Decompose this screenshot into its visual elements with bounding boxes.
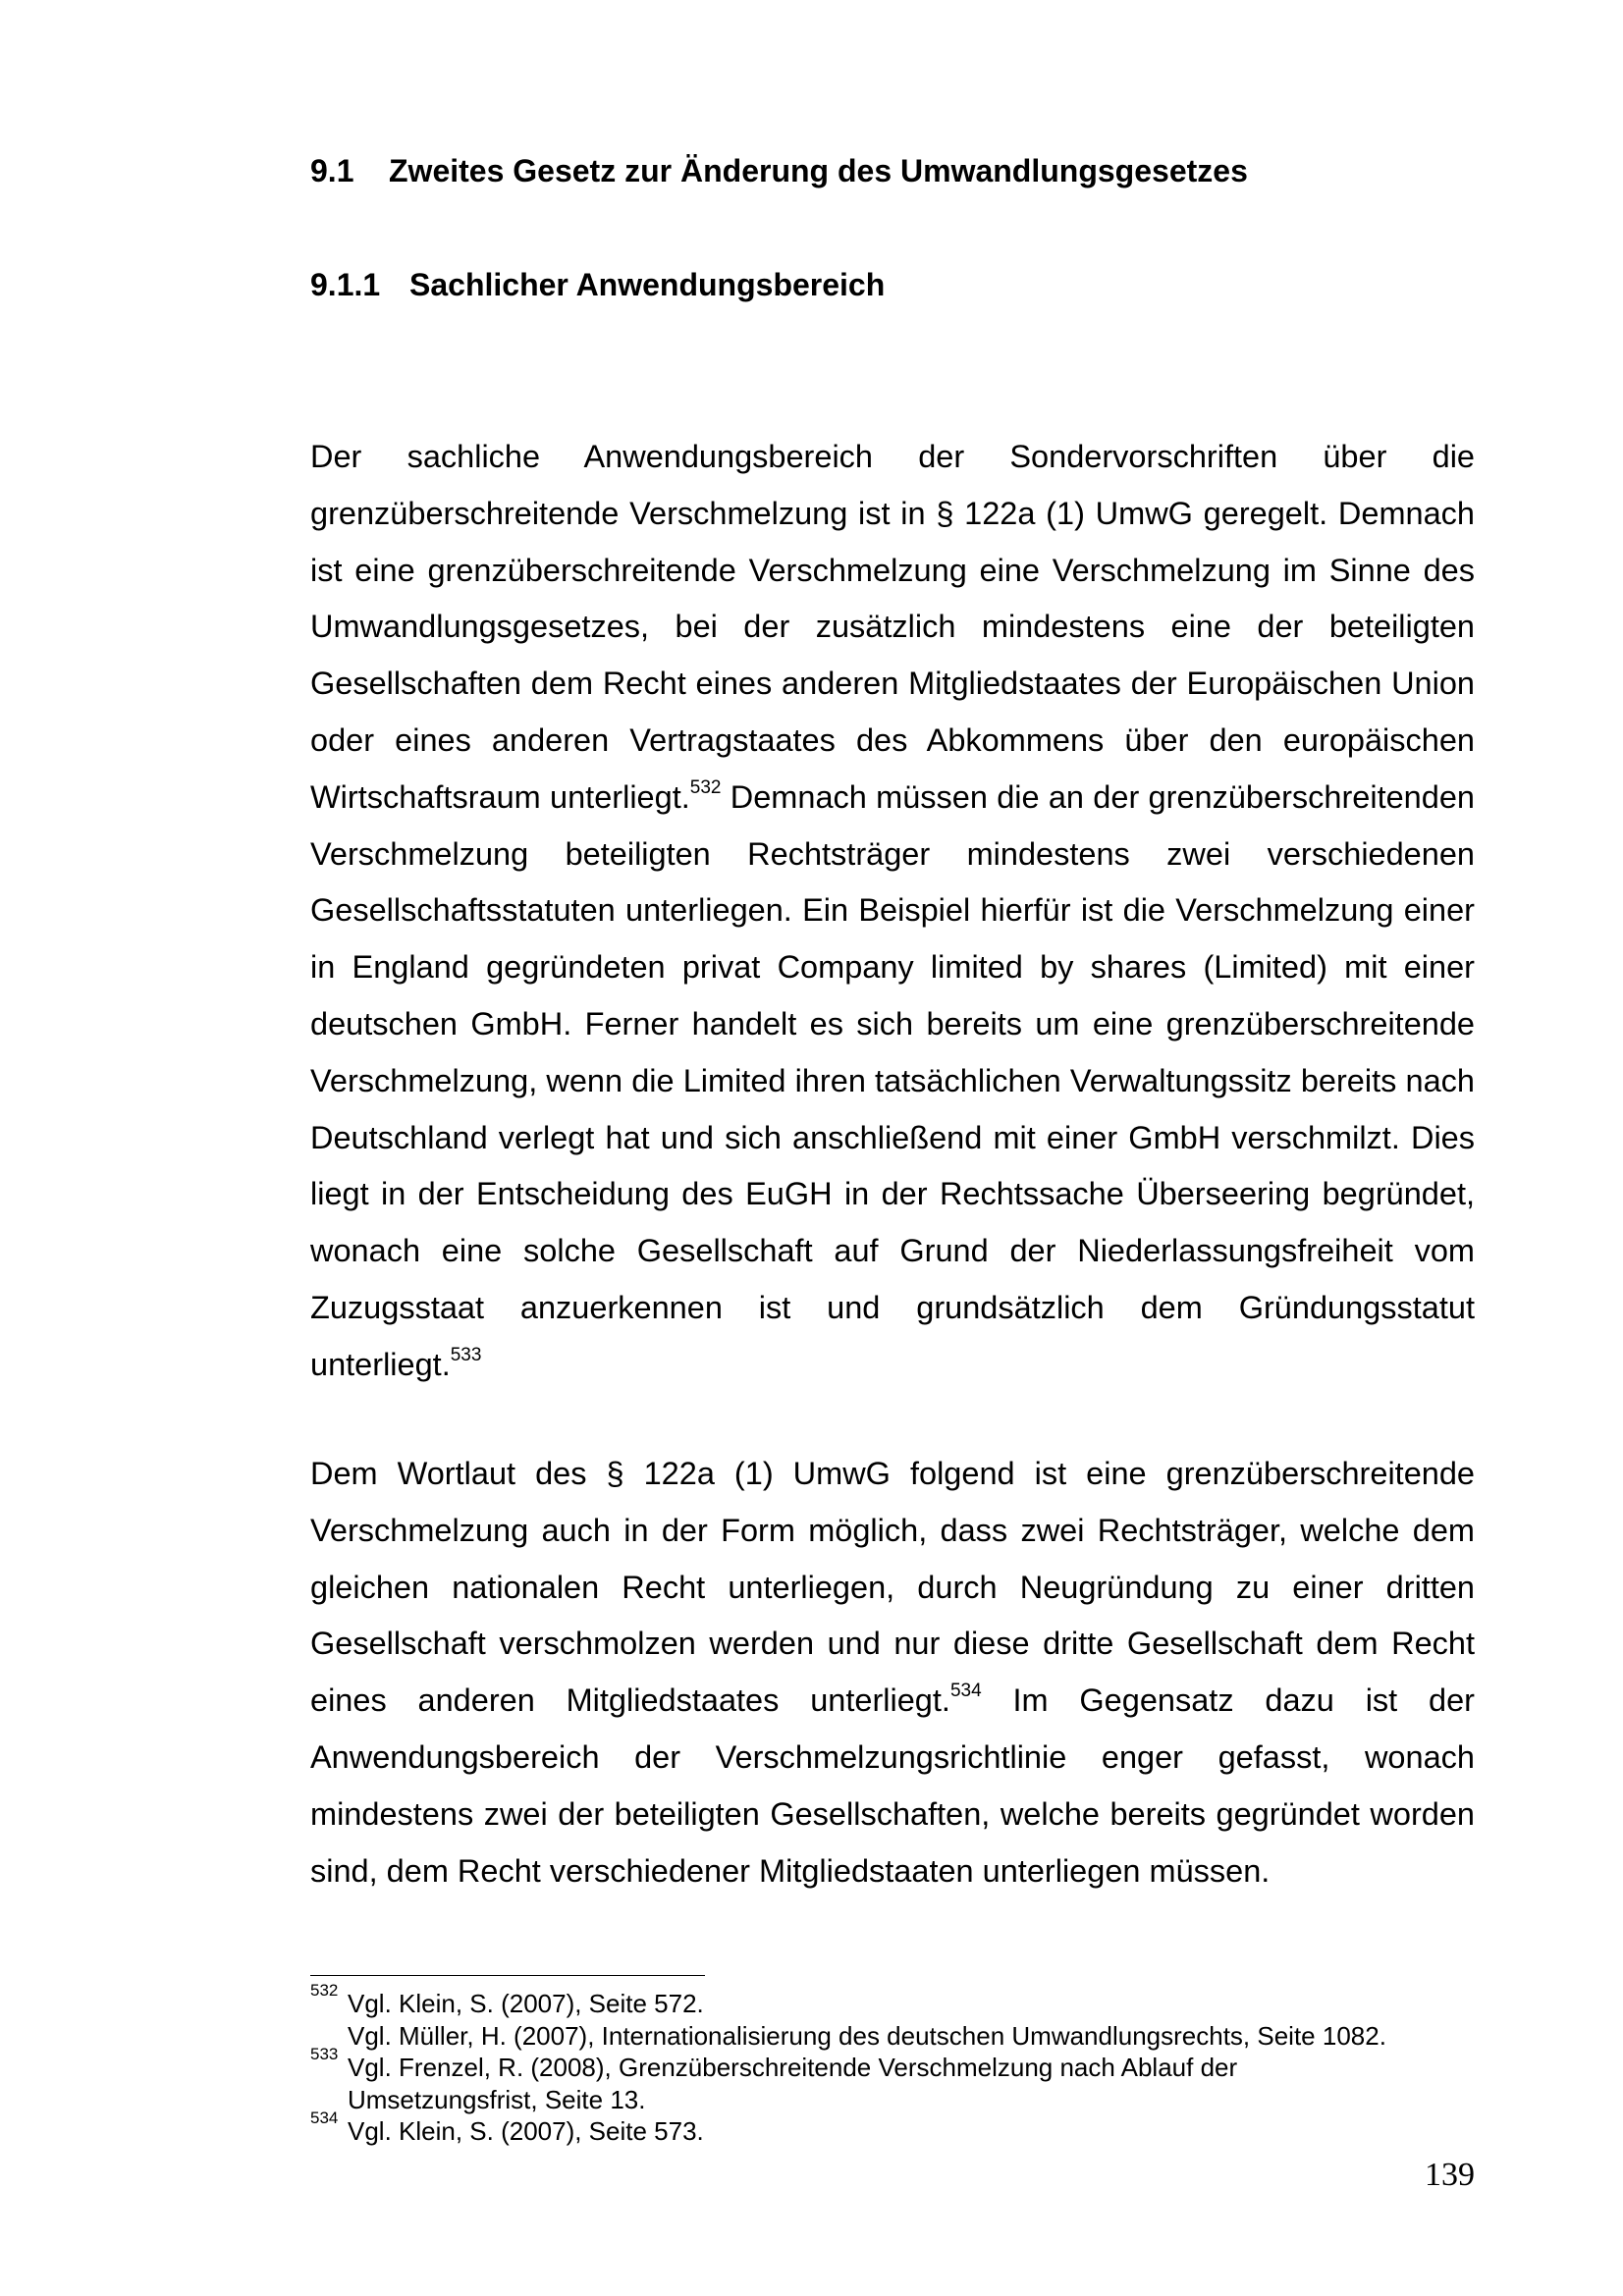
footnote-line: Umsetzungsfrist, Seite 13.: [348, 2084, 646, 2114]
footnote-line: Vgl. Klein, S. (2007), Seite 573.: [348, 2116, 704, 2146]
section-title: Zweites Gesetz zur Änderung des Umwandlungsgesetzes: [389, 153, 1248, 188]
paragraph-1-text-b: Demnach müssen die an der grenzüberschreitenden Verschmelzung beteiligten Rechtsträger mindestens zwei verschiedenen Gesellschaftsstatuten unterliegen. Ein Beispiel hierfür ist die Verschmelzung einer in England gegründeten privat Company limited by shares (Limited) mit einer deutschen GmbH. Ferner handelt es sich bereits um eine grenzüberschreitende Verschmelzung, wenn die Limited ihren tatsächlichen Verwaltungssitz bereits nach Deutschland verlegt hat und sich anschließend mit einer GmbH verschmilzt. Dies liegt in der Entscheidung des EuGH in der Rechtssache Überseering begründet, wonach eine solche Gesellschaft auf Grund der Niederlassungsfreiheit vom Zuzugsstaat anzuerkennen ist und grundsätzlich dem Gründungsstatut unterliegt.: [310, 778, 1475, 1382]
footnotes: [310, 1981, 1488, 2148]
page-number: 139: [1425, 2157, 1475, 2193]
footnote-ref-534[interactable]: 534: [949, 1681, 982, 1702]
section-heading: [310, 151, 1248, 190]
footnote-number: 532: [310, 1981, 339, 2000]
footnote-number: 534: [310, 2109, 339, 2127]
subsection-heading: [310, 265, 885, 304]
footnote-line: Vgl. Müller, H. (2007), Internationalisierung des deutschen Umwandlungsrechts, Seite 1082.: [348, 2020, 1386, 2051]
footnote-532: [310, 1981, 1488, 2020]
paragraph-1-text-a: Der sachliche Anwendungsbereich der Sondervorschriften über die grenzüberschreitende Verschmelzung ist in § 122a (1) UmwG geregelt. Demnach ist eine grenzüberschreitende Verschmelzung eine Verschmelzung im Sinne des Umwandlungsgesetzes, bei der zusätzlich mindestens eine der beteiligten Gesellschaften dem Recht eines anderen Mitgliedstaates der Europäischen Union oder eines anderen Vertragstaates des Abkommens über den europäischen Wirtschaftsraum unterliegt.: [310, 439, 1475, 815]
footnote-533: [310, 2020, 1488, 2116]
paragraph-2-text-b: Im Gegensatz dazu ist der Anwendungsbereich der Verschmelzungsrichtlinie enger gefasst, wonach mindestens zwei der beteiligten Gesellschaften, welche bereits gegründet worden sind, dem Recht verschiedener Mitgliedstaaten unterliegen müssen.: [310, 1682, 1475, 1889]
body-paragraph-2: [310, 1446, 1475, 1899]
footnote-line: Vgl. Klein, S. (2007), Seite 572.: [348, 1989, 704, 2018]
subsection-title: Sachlicher Anwendungsbereich: [409, 267, 886, 302]
footnote-534: [310, 2109, 1488, 2148]
footnote-ref-532[interactable]: 532: [689, 776, 722, 798]
footnote-line: Vgl. Frenzel, R. (2008), Grenzüberschreitende Verschmelzung nach Ablauf der: [348, 2053, 1238, 2082]
footnote-ref-533[interactable]: 533: [450, 1344, 482, 1365]
footnote-number: 533: [310, 2044, 339, 2063]
body-paragraph-1: [310, 429, 1475, 1394]
paragraph-2-text-a: Dem Wortlaut des § 122a (1) UmwG folgend ist eine grenzüberschreitende Verschmelzung auch in der Form möglich, dass zwei Rechtsträger, welche dem gleichen nationalen Recht unterliegen, durch Neugründung zu einer dritten Gesellschaft verschmolzen werden und nur diese dritte Gesellschaft dem Recht eines anderen Mitgliedstaates unterliegt.: [310, 1456, 1475, 1719]
footnote-separator: [310, 1975, 705, 1976]
subsection-number: 9.1.1: [310, 267, 381, 302]
section-number: 9.1: [310, 153, 354, 188]
